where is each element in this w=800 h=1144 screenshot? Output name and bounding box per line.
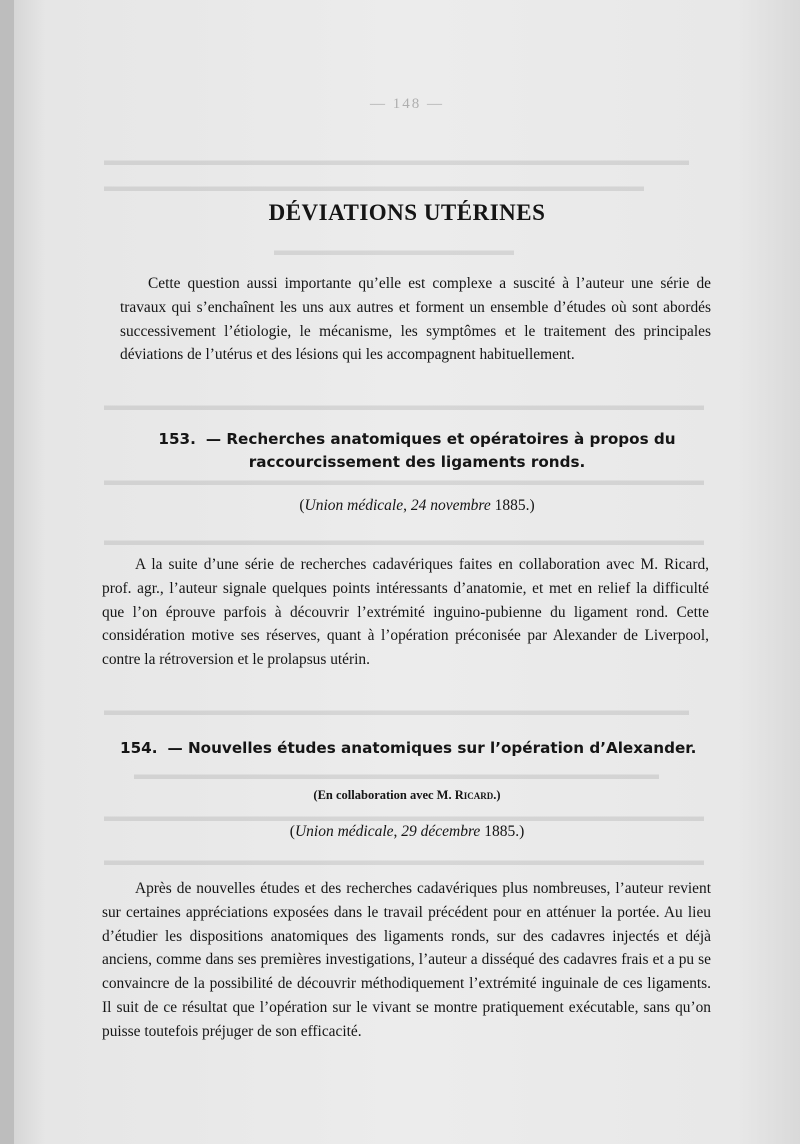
bleed-through: ▬▬▬▬▬▬▬▬▬▬▬▬▬▬▬▬▬▬▬▬▬▬▬▬▬▬▬▬▬▬▬▬▬▬▬▬▬▬▬: [104, 703, 689, 719]
bleed-through: ▬▬▬▬▬▬▬▬▬▬▬▬▬▬▬▬▬▬▬▬▬▬▬▬▬▬▬▬▬▬▬▬▬▬▬▬▬▬▬▬: [104, 533, 704, 549]
citation-year: 1885.: [494, 497, 530, 514]
section-154-collaboration: [14, 788, 800, 803]
citation-year: 1885.: [484, 823, 520, 840]
section-153-heading: [132, 428, 702, 474]
collab-prefix: (En collaboration avec M.: [313, 788, 452, 802]
section-154-body: Après de nouvelles études et des recherches cadavériques plus nombreuses, l’auteur revient sur certaines appréciations exposées dans le travail précédent pour en atténuer la portée. Au lieu d’étudier les dispositions anatomiques des ligaments ronds, sur des cadavres injectés et déjà anciens, comme dans ses premières investigations, l’auteur a disséqué des cadavres frais et a pu se convaincre de la possibilité de découvrir méthodiquement l’extrémité inguinale de ces ligaments. Il suit de ce résultat que l’opération sur le vivant se montre pratiquement exécutable, sans qu’on puisse toutefois préjuger de son efficacité.: [102, 880, 711, 1040]
intro-paragraph: Cette question aussi importante qu’elle est complexe a suscité à l’auteur une série de travaux qui s’enchaînent les uns aux autres et forment un ensemble d’études où sont abordés successivement l’étiologie, le mécanisme, les symptômes et le traitement des principales déviations de l’utérus et des lésions qui les accompagnent habituellement.: [120, 275, 711, 364]
bleed-through: ▬▬▬▬▬▬▬▬▬▬▬▬▬▬▬▬▬▬▬▬▬▬▬▬▬▬▬▬▬▬▬▬▬▬▬: [134, 767, 659, 783]
bleed-through: ▬▬▬▬▬▬▬▬▬▬▬▬▬▬▬▬▬▬▬▬▬▬▬▬▬▬▬▬▬▬▬▬▬▬▬▬: [104, 179, 644, 195]
bleed-through: ▬▬▬▬▬▬▬▬▬▬▬▬▬▬▬▬▬▬▬▬▬▬▬▬▬▬▬▬▬▬▬▬▬▬▬▬▬▬▬▬: [104, 809, 704, 825]
section-154-title: — Nouvelles études anatomiques sur l’opération d’Alexander.: [167, 739, 697, 757]
bleed-through: ▬▬▬▬▬▬▬▬▬▬▬▬▬▬▬▬▬▬▬▬▬▬▬▬▬▬▬▬▬▬▬▬▬▬▬▬▬▬▬▬: [104, 473, 704, 489]
page-title: DÉVIATIONS UTÉRINES: [268, 200, 546, 225]
citation-date: 24 novembre: [410, 497, 491, 514]
section-154-number: 154.: [120, 739, 158, 757]
section-154-citation: (Union médicale, 29 décembre 1885.): [289, 823, 525, 840]
section-153-title: — Recherches anatomiques et opératoires à propos du raccourcissement des ligaments ronds.: [205, 430, 676, 471]
citation-journal: Union médicale: [294, 823, 394, 840]
section-153-number: 153.: [158, 430, 196, 448]
bleed-through: ▬▬▬▬▬▬▬▬▬▬▬▬▬▬▬▬▬▬▬▬▬▬▬▬▬▬▬▬▬▬▬▬▬▬▬▬▬▬▬▬: [104, 853, 704, 869]
collab-suffix: .): [493, 788, 501, 802]
bleed-through: ▬▬▬▬▬▬▬▬▬▬▬▬▬▬▬▬▬▬▬▬▬▬▬▬▬▬▬▬▬▬▬▬▬▬▬▬▬▬▬▬: [104, 398, 704, 414]
citation-journal: Union médicale: [304, 497, 404, 514]
section-153-citation: (Union médicale, 24 novembre 1885.): [299, 497, 535, 514]
bleed-through: ▬▬▬▬▬▬▬▬▬▬▬▬▬▬▬▬: [274, 243, 514, 259]
citation-date: 29 décembre: [401, 823, 481, 840]
document-page: [14, 0, 800, 1144]
section-154-heading: [120, 737, 714, 760]
bleed-through: ▬▬▬▬▬▬▬▬▬▬▬▬▬▬▬▬▬▬▬▬▬▬▬▬▬▬▬▬▬▬▬▬▬▬▬▬▬▬▬: [104, 153, 689, 169]
collab-name: Ricard: [454, 788, 494, 802]
section-153-body: A la suite d’une série de recherches cadavériques faites en collaboration avec M. Ricard, prof. agr., l’auteur signale quelques points intéressants d’anatomie, et met en relief la difficulté que l’on éprouve parfois à découvrir l’extrémité inguino-pubienne du ligament rond. Cette considération motive ses réserves, quant à l’opération préconisée par Alexander de Liverpool, contre la rétroversion et le prolapsus utérin.: [102, 556, 709, 669]
page-number: — 148 —: [370, 96, 444, 112]
